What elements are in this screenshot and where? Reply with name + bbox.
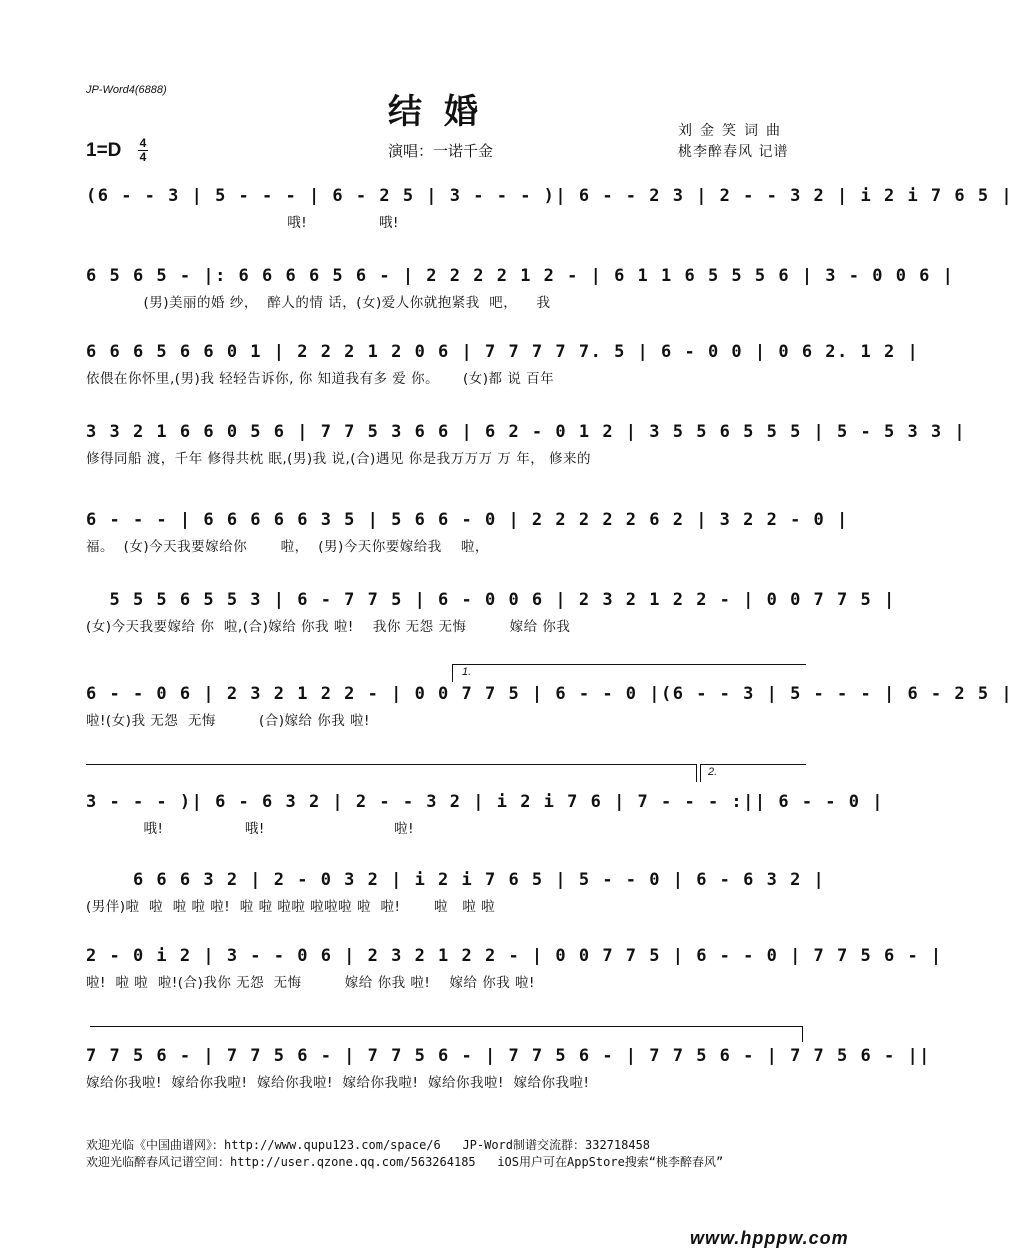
notation-line: 6 6 6 5 6 6 0 1 | 2 2 2 1 2 0 6 | 7 7 7 7 7. 5 | 6 - 0 0 | 0 6 2. 1 2 |: [86, 342, 920, 362]
lyric-line: (男)美丽的婚 纱， 醉人的情 话，(女)爱人你就抱紧我 吧， 我: [86, 295, 551, 311]
footer-line-2: [86, 1153, 723, 1170]
notation-line: 7 7 5 6 - | 7 7 5 6 - | 7 7 5 6 - | 7 7 5 6 - | 7 7 5 6 - | 7 7 5 6 - ||: [86, 1046, 931, 1066]
volta-first-hook: [452, 664, 453, 682]
lyric-line: 哦! 哦! 啦!: [86, 821, 415, 837]
watermark: www.hpppw.com: [690, 1228, 849, 1248]
ending-bracket-line: [90, 1026, 802, 1027]
volta-first-end: [696, 764, 697, 782]
volta-first-continuation: [86, 764, 696, 765]
volta-second-line: [700, 764, 806, 765]
notation-line: 6 - - - | 6 6 6 6 6 3 5 | 5 6 6 - 0 | 2 2 2 2 2 6 2 | 3 2 2 - 0 |: [86, 510, 849, 530]
score-system-6: [86, 590, 896, 638]
score-system-9: [86, 870, 826, 918]
notation-line: (6 - - 3 | 5 - - - | 6 - 2 5 | 3 - - - )| 6 - - 2 3 | 2 - - 3 2 | i 2 i 7 6 5 |: [86, 186, 1013, 206]
notation-line: 5 5 5 6 5 5 3 | 6 - 7 7 5 | 6 - 0 0 6 | 2 3 2 1 2 2 - | 0 0 7 7 5 |: [86, 590, 896, 610]
lyric-line: 修得同船 渡，千年 修得共枕 眠,(男)我 说,(合)遇见 你是我万万万 万 年， 修来的: [86, 451, 591, 467]
footer-line-1: [86, 1136, 650, 1153]
score-system-5: [86, 510, 849, 558]
notation-line: 2 - 0 i 2 | 3 - - 0 6 | 2 3 2 1 2 2 - | 0 0 7 7 5 | 6 - - 0 | 7 7 5 6 - |: [86, 946, 943, 966]
lyric-line: 啦!(女)我 无怨 无悔 (合)嫁给 你我 啦!: [86, 713, 370, 729]
notation-line: 6 6 6 3 2 | 2 - 0 3 2 | i 2 i 7 6 5 | 5 - - 0 | 6 - 6 3 2 |: [86, 870, 826, 890]
lyric-line: 啦! 啦 啦 啦!(合)我你 无怨 无悔 嫁给 你我 啦! 嫁给 你我 啦!: [86, 975, 535, 991]
notation-line: 3 3 2 1 6 6 0 5 6 | 7 7 5 3 6 6 | 6 2 - 0 1 2 | 3 5 5 6 5 5 5 | 5 - 5 3 3 |: [86, 422, 967, 442]
score-system-2: [86, 266, 955, 314]
lyric-line: 福。 (女)今天我要嫁给你 啦， (男)今天你要嫁给我 啦，: [86, 539, 489, 555]
volta-second-hook: [700, 764, 701, 782]
score-system-7: [86, 684, 1013, 732]
time-signature-top: 4: [139, 136, 147, 150]
lyric-line: 嫁给你我啦! 嫁给你我啦! 嫁给你我啦! 嫁给你我啦! 嫁给你我啦! 嫁给你我啦!: [86, 1075, 590, 1091]
lyric-line: (女)今天我要嫁给 你 啦,(合)嫁给 你我 啦! 我你 无怨 无悔 嫁给 你我: [86, 619, 571, 635]
singer-credit: 演唱：一诺千金: [388, 142, 494, 160]
score-system-11: [86, 1046, 931, 1094]
notation-line: 3 - - - )| 6 - 6 3 2 | 2 - - 3 2 | i 2 i 7 6 | 7 - - - :|| 6 - - 0 |: [86, 792, 884, 812]
producer-label: JP-Word4(6888): [86, 84, 167, 96]
score-system-3: [86, 342, 920, 390]
footer-group-info: JP-Word制谱交流群：332718458: [462, 1138, 651, 1152]
volta-second-label: 2.: [708, 766, 718, 778]
lyric-line: (男伴)啦 啦 啦 啦 啦! 啦 啦 啦啦 啦啦啦 啦 啦! 啦 啦 啦: [86, 899, 496, 915]
score-system-10: [86, 946, 943, 994]
footer-ios-info: iOS用户可在AppStore搜索“桃李醉春风”: [497, 1155, 724, 1169]
notation-line: 6 5 6 5 - |: 6 6 6 6 5 6 - | 2 2 2 2 1 2 - | 6 1 1 6 5 5 5 6 | 3 - 0 0 6 |: [86, 266, 955, 286]
footer-site-link[interactable]: 欢迎光临《中国曲谱网》：http://www.qupu123.com/space/6: [86, 1138, 441, 1152]
score-system-4: [86, 422, 967, 470]
song-title: 结婚: [388, 92, 500, 132]
volta-first-line: [452, 664, 806, 665]
ending-bracket-hook: [802, 1026, 803, 1042]
lyricist-composer-credit: 刘金笑词曲: [678, 123, 788, 139]
score-system-1: [86, 186, 1013, 234]
key-signature: 1=D: [86, 140, 122, 161]
notation-line: 6 - - 0 6 | 2 3 2 1 2 2 - | 0 0 7 7 5 | 6 - - 0 |(6 - - 3 | 5 - - - | 6 - 2 5 |: [86, 684, 1013, 704]
lyric-line: 依偎在你怀里,(男)我 轻轻告诉你, 你 知道我有多 爱 你。 (女)都 说 百年: [86, 371, 555, 387]
score-system-8: [86, 792, 884, 840]
lyric-line: 哦! 哦!: [86, 215, 399, 231]
volta-first-label: 1.: [462, 666, 472, 678]
time-signature-bottom: 4: [139, 150, 147, 164]
time-signature: [138, 138, 148, 163]
footer-space-link[interactable]: 欢迎光临醉春风记谱空间：http://user.qzone.qq.com/563264185: [86, 1155, 476, 1169]
transcriber-credit: 桃李醉春风 记谱: [678, 144, 789, 160]
